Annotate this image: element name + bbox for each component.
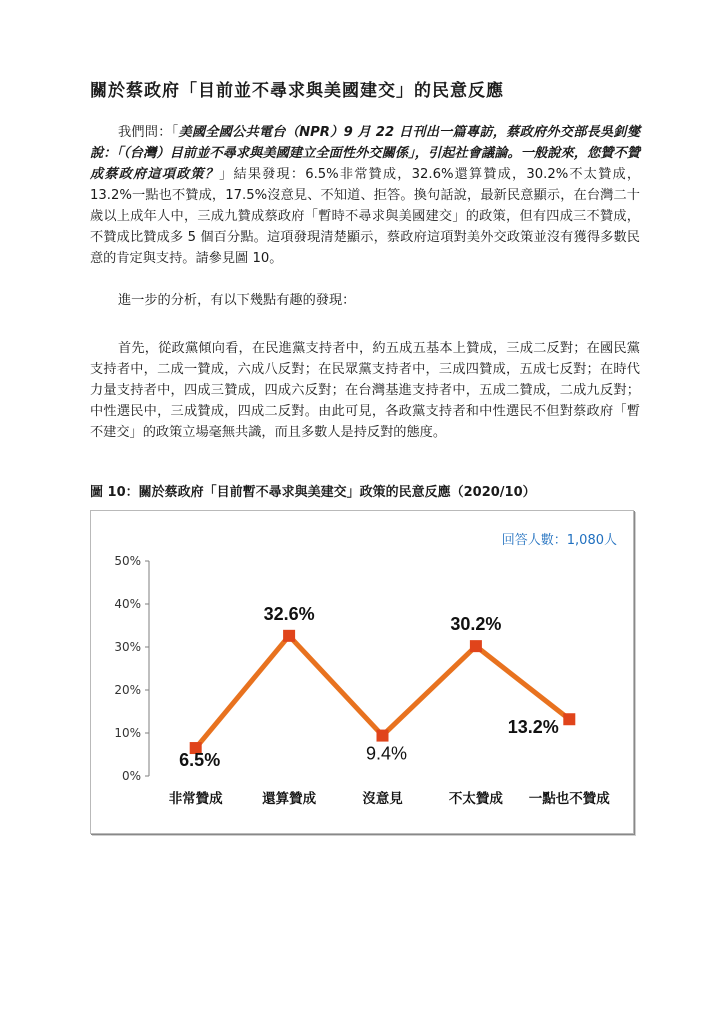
data-point-marker	[377, 730, 389, 742]
data-label: 13.2%	[507, 717, 559, 738]
x-category-label: 不太贊成	[448, 791, 503, 807]
figure-caption: 圖 10：關於蔡政府「目前暫不尋求與美建交」政策的民意反應（2020/10）	[90, 485, 536, 500]
x-category-label: 非常贊成	[168, 791, 223, 807]
respondents-count-label: 回答人數：1,080人	[501, 533, 617, 548]
data-label: 32.6%	[263, 603, 315, 624]
chart-container	[90, 510, 634, 834]
paragraph-analysis-intro: 進一步的分析，有以下幾點有趣的發現：	[118, 293, 356, 308]
y-tick-label: 50%	[114, 554, 141, 568]
document-title: 關於蔡政府「目前並不尋求與美國建交」的民意反應	[90, 81, 504, 101]
y-tick-label: 40%	[114, 597, 141, 611]
y-tick-label: 10%	[114, 726, 141, 740]
data-label: 9.4%	[365, 743, 408, 764]
x-category-label: 還算贊成	[262, 791, 317, 807]
data-point-marker	[283, 630, 295, 642]
data-label: 6.5%	[179, 750, 221, 771]
x-category-label: 沒意見	[362, 791, 403, 807]
survey-question-text: 美國全國公共電台（NPR）9 月 22 日刊出一篇專訪，蔡政府外交部長吳釗燮說：「（台灣）目前並不尋求與美國建立全面性外交關係」，引起社會議論。一般說來，您贊不贊成蔡政府這項政策？	[90, 125, 641, 182]
data-point-marker	[470, 640, 482, 652]
data-label: 30.2%	[450, 614, 502, 635]
survey-result-text: 」結果發現：6.5%非常贊成，32.6%還算贊成，30.2%不太贊成，13.2%一點也不贊成，17.5%沒意見、不知道、拒答。換句話說，最新民意顯示，在台灣二十歲以上成年人中，三成九贊成蔡政府「暫時不尋求與美國建交」的政策，但有四成三不贊成，不贊成比贊成多 5 個百分點。這項發現清楚顯示，蔡政府這項對美外交政策並沒有獲得多數民意的肯定與支持。請參見圖 10。	[90, 167, 641, 266]
data-point-marker	[563, 713, 575, 725]
line-chart	[91, 511, 633, 833]
y-tick-label: 20%	[114, 683, 141, 697]
paragraph-survey-result	[90, 122, 640, 269]
x-category-label: 一點也不贊成	[528, 791, 610, 807]
y-tick-label: 30%	[114, 640, 141, 654]
paragraph-intro-text: 我們問：「	[118, 125, 179, 140]
y-tick-label: 0%	[121, 769, 141, 783]
paragraph-party-analysis: 首先，從政黨傾向看，在民進黨支持者中，約五成五基本上贊成，三成二反對；在國民黨支持者中，二成一贊成，六成八反對；在民眾黨支持者中，三成四贊成，五成七反對；在時代力量支持者中，四成三贊成，四成六反對；在台灣基進支持者中，五成二贊成，二成九反對；中性選民中，三成贊成，四成二反對。由此可見，各政黨支持者和中性選民不但對蔡政府「暫不建交」的政策立場毫無共識，而且多數人是持反對的態度。	[90, 341, 640, 440]
